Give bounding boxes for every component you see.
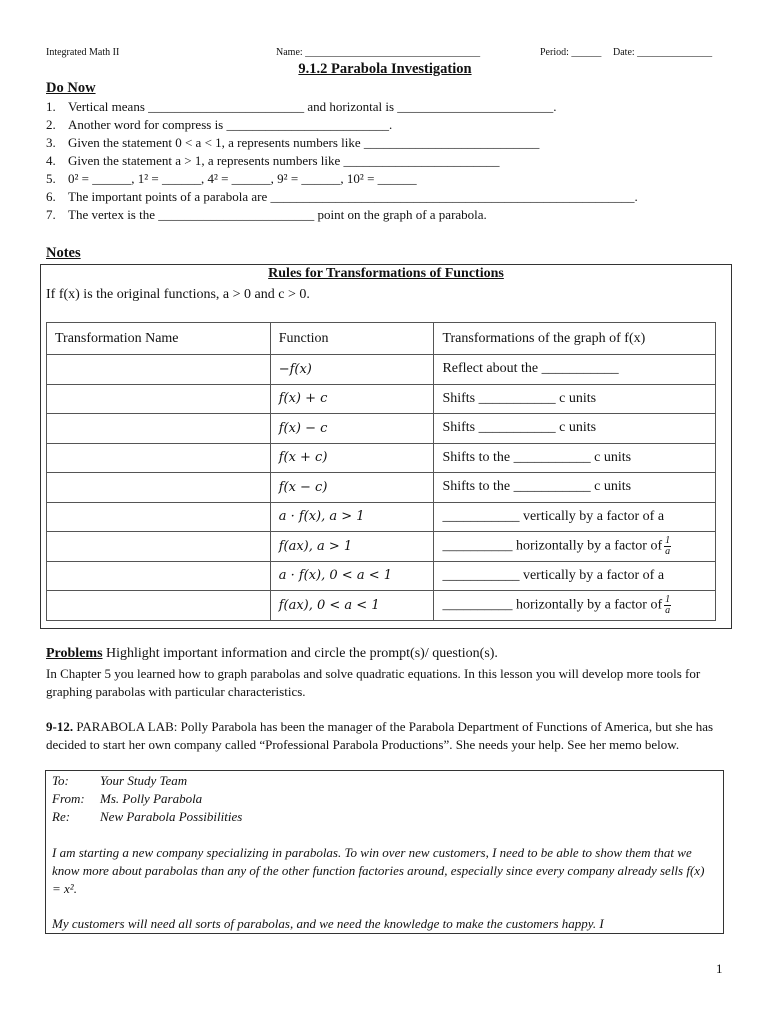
table-header-row: [47, 323, 716, 355]
table-row: [47, 355, 716, 385]
function-cell: −f(x): [270, 355, 434, 385]
table-row: [47, 532, 716, 562]
graph-cell: Reflect about the ___________: [434, 355, 716, 385]
graph-cell: Shifts to the ___________ c units: [434, 443, 716, 473]
graph-cell: __________ horizontally by a factor of $\frac{1}{a}$: [434, 591, 716, 621]
function-cell: f(ax), a > 1: [270, 532, 434, 562]
table-row: [47, 414, 716, 444]
name-cell: [47, 532, 271, 562]
memo-box: [45, 770, 724, 934]
rules-intro: If f(x) is the original functions, a > 0 and c > 0.: [46, 287, 310, 302]
transformations-table: [46, 322, 716, 621]
memo-from: From: Ms. Polly Parabola: [52, 791, 203, 806]
table-row: [47, 473, 716, 503]
list-item: 2. Another word for compress is _________________________.: [46, 117, 393, 132]
function-cell: f(x) − c: [270, 414, 434, 444]
function-cell: f(x − c): [270, 473, 434, 503]
name-cell: [47, 414, 271, 444]
column-header: Function: [270, 323, 434, 355]
graph-cell: __________ horizontally by a factor of $\frac{1}{a}$: [434, 532, 716, 562]
name-cell: [47, 473, 271, 503]
problems-instruction: Highlight important information and circle the prompt(s)/ question(s).: [102, 646, 498, 661]
list-item: 6. The important points of a parabola are ________________________________________________________.: [46, 189, 638, 204]
lab-text: PARABOLA LAB: Polly Parabola has been the manager of the Parabola Department of Functions of America, but she has decided to start her own company called “Professional Parabola Productions”. She needs your help. See her memo below.: [46, 719, 714, 752]
graph-cell: ___________ vertically by a factor of a: [434, 502, 716, 532]
memo-to: To: Your Study Team: [52, 773, 188, 788]
table-row: [47, 384, 716, 414]
name-field: Name: ___________________________________: [276, 47, 481, 58]
course-label: Integrated Math II: [46, 47, 120, 58]
period-field: Period: ______: [540, 47, 602, 58]
list-item: 5. 0² = ______, 1² = ______, 4² = ______, 9² = ______, 10² = ______: [46, 171, 417, 186]
rules-title: Rules for Transformations of Functions: [268, 266, 504, 281]
date-field: Date: _______________: [613, 47, 713, 58]
name-cell: [47, 355, 271, 385]
name-cell: [47, 591, 271, 621]
fraction: $\frac{1}{a}$: [665, 534, 671, 557]
page-number: 1: [716, 961, 723, 976]
table-row: [47, 561, 716, 591]
list-item: 4. Given the statement a > 1, a represents numbers like ________________________: [46, 153, 500, 168]
function-cell: f(x + c): [270, 443, 434, 473]
graph-cell: Shifts ___________ c units: [434, 384, 716, 414]
lab-paragraph: [46, 718, 726, 754]
function-cell: a · f(x), a > 1: [270, 502, 434, 532]
name-cell: [47, 502, 271, 532]
do-now-list: [46, 98, 638, 224]
name-cell: [47, 384, 271, 414]
list-item: 3. Given the statement 0 < a < 1, a represents numbers like ___________________________: [46, 135, 540, 150]
name-cell: [47, 561, 271, 591]
list-item: 1. Vertical means ________________________ and horizontal is ________________________.: [46, 99, 557, 114]
table-row: [47, 591, 716, 621]
function-cell: f(ax), 0 < a < 1: [270, 591, 434, 621]
function-cell: f(x) + c: [270, 384, 434, 414]
graph-cell: ___________ vertically by a factor of a: [434, 561, 716, 591]
fraction: $\frac{1}{a}$: [665, 593, 671, 616]
problems-line: [46, 646, 498, 662]
problems-heading: Problems: [46, 646, 103, 661]
memo-paragraph: I am starting a new company specializing in parabolas. To win over new customers, I need to be able to show them that we know more about parabolas than any of the other function factories around, especially since every company already sells f(x) = x².: [52, 845, 705, 896]
page-title: 9.1.2 Parabola Investigation: [298, 61, 472, 77]
graph-cell: Shifts ___________ c units: [434, 414, 716, 444]
lab-label: 9-12.: [46, 719, 74, 734]
notes-heading: Notes: [46, 245, 81, 261]
table-row: [47, 443, 716, 473]
column-header: Transformations of the graph of f(x): [434, 323, 716, 355]
memo-re: Re: New Parabola Possibilities: [52, 809, 243, 824]
table-row: [47, 502, 716, 532]
column-header: Transformation Name: [47, 323, 271, 355]
name-cell: [47, 443, 271, 473]
do-now-heading: Do Now: [46, 80, 96, 96]
problems-intro: In Chapter 5 you learned how to graph parabolas and solve quadratic equations. In this lesson you will develop more tools for graphing parabolas with particular characteristics.: [46, 666, 701, 699]
function-cell: a · f(x), 0 < a < 1: [270, 561, 434, 591]
graph-cell: Shifts to the ___________ c units: [434, 473, 716, 503]
list-item: 7. The vertex is the ________________________ point on the graph of a parabola.: [46, 207, 487, 222]
memo-paragraph: My customers will need all sorts of parabolas, and we need the knowledge to make the customers happy. I: [52, 916, 604, 931]
